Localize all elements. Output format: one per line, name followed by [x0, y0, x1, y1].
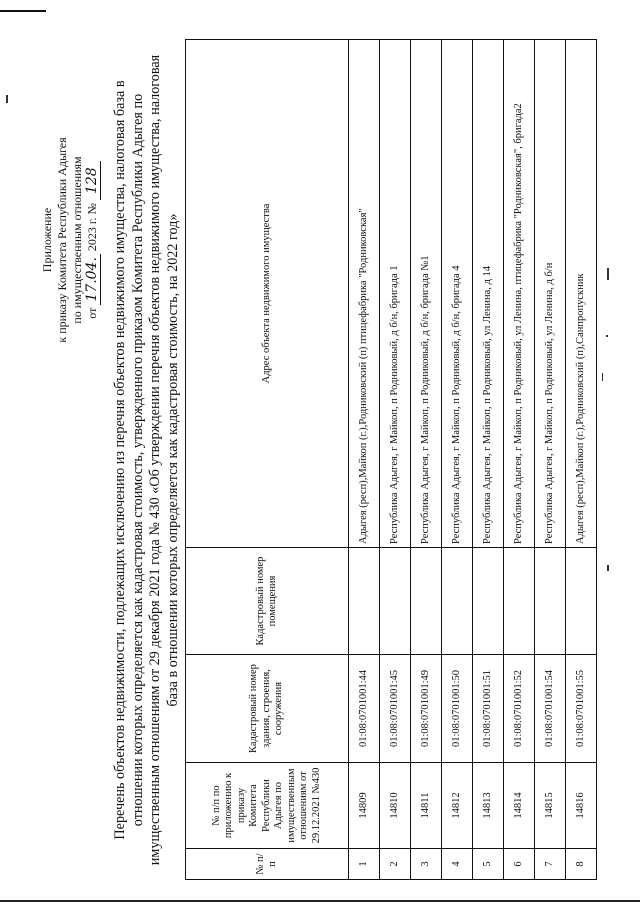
cell-room-cadastral	[380, 548, 411, 655]
appendix-date: 17.04.	[84, 254, 101, 305]
cell-row-number: 7	[535, 849, 566, 880]
appendix-date-line	[85, 70, 100, 410]
cell-building-cadastral: 01:08:0701001:49	[411, 655, 442, 763]
cell-address: Адыгея (респ),Майкоп (г.),Родниковский (п) птицефабрика "Родниковская"	[349, 40, 380, 548]
cell-room-cadastral	[411, 548, 442, 655]
table-row	[411, 40, 442, 880]
cell-appendix-ref: 14809	[349, 763, 380, 849]
cell-row-number: 3	[411, 849, 442, 880]
scan-speck	[6, 95, 8, 103]
header-appendix-ref: № п/п по приложению к приказу Комитета Республики Адыгея по имущественным отношениям от 29.12.2021 №430	[186, 763, 349, 849]
cell-building-cadastral: 01:08:0701001:51	[473, 655, 504, 763]
cell-address: Республика Адыгея, г Майкоп, п Родниковый, ул Ленина, д б/н	[535, 40, 566, 548]
cell-room-cadastral	[566, 548, 597, 655]
cell-room-cadastral	[349, 548, 380, 655]
cell-appendix-ref: 14816	[566, 763, 597, 849]
cell-appendix-ref: 14813	[473, 763, 504, 849]
cell-address: Республика Адыгея, г Майкоп, п Родниковый, д б/н, бригада 1	[380, 40, 411, 548]
cell-building-cadastral: 01:08:0701001:55	[566, 655, 597, 763]
table-row	[473, 40, 504, 880]
header-room-cadastral: Кадастровый номер помещения	[186, 548, 349, 655]
header-building-cadastral: Кадастровый номер здания, строения, сооружения	[186, 655, 349, 763]
cell-building-cadastral: 01:08:0701001:45	[380, 655, 411, 763]
cell-address: Республика Адыгея, г Майкоп, п Родниковый, ул Ленина, птицефабрика "Родниковская", бригада2	[504, 40, 535, 548]
cell-address: Республика Адыгея, г Майкоп, п Родниковый, д б/н, бригада №1	[411, 40, 442, 548]
appendix-year: 2023 г. №	[85, 203, 99, 252]
rotated-document	[40, 40, 600, 880]
appendix-line-1: к приказу Комитета Республики Адыгея	[55, 137, 69, 343]
cell-address: Республика Адыгея, г Майкоп, п Родниковый, ул Ленина, д 14	[473, 40, 504, 548]
header-address: Адрес объекта недвижимого имущества	[186, 40, 349, 548]
cell-row-number: 8	[566, 849, 597, 880]
document-title: Перечень объектов недвижимости, подлежащих исключению из перечня объектов недвижимого имущества, налоговая база в отношении которых определяется как кадастровая стоимость, утвержденного приказом Комитета Республики Адыгея по имущественным отношениям от 29 декабря 2021 года № 430 «Об утверждении перечня объектов недвижимого имущества, налоговая база в отношении которых определяется как кадастровая стоимость, на 2022 год»	[112, 54, 181, 866]
objects-table	[185, 39, 597, 880]
cell-appendix-ref: 14812	[442, 763, 473, 849]
table-row	[504, 40, 535, 880]
cell-appendix-ref: 14810	[380, 763, 411, 849]
cell-address: Республика Адыгея, г Майкоп, п Родниковый, д б/н, бригада 4	[442, 40, 473, 548]
cell-row-number: 5	[473, 849, 504, 880]
cell-appendix-ref: 14815	[535, 763, 566, 849]
cell-appendix-ref: 14814	[504, 763, 535, 849]
top-edge-line	[0, 10, 46, 12]
bottom-edge-line	[0, 900, 640, 902]
appendix-line-2: по имущественным отношениям	[70, 156, 84, 324]
appendix-from: от	[85, 307, 99, 319]
cell-address: Адыгея (респ),Майкоп (г.),Родниковский (п),Санпропускник	[566, 40, 597, 548]
appendix-header	[40, 70, 100, 410]
appendix-number: 128	[84, 161, 101, 200]
cell-building-cadastral: 01:08:0701001:54	[535, 655, 566, 763]
cell-building-cadastral: 01:08:0701001:52	[504, 655, 535, 763]
cell-row-number: 2	[380, 849, 411, 880]
cell-room-cadastral	[535, 548, 566, 655]
cell-room-cadastral	[473, 548, 504, 655]
cell-row-number: 1	[349, 849, 380, 880]
table-row	[442, 40, 473, 880]
cell-building-cadastral: 01:08:0701001:44	[349, 655, 380, 763]
scan-speck	[607, 268, 609, 280]
cell-room-cadastral	[504, 548, 535, 655]
table-row	[566, 40, 597, 880]
table-header-row	[186, 40, 349, 880]
table-row	[349, 40, 380, 880]
scan-speck	[606, 335, 608, 337]
appendix-title: Приложение	[40, 207, 54, 273]
header-row-number: № п/п	[186, 849, 349, 880]
cell-appendix-ref: 14811	[411, 763, 442, 849]
cell-row-number: 6	[504, 849, 535, 880]
cell-building-cadastral: 01:08:0701001:50	[442, 655, 473, 763]
scan-speck	[602, 373, 603, 381]
scan-speck	[607, 565, 609, 571]
cell-room-cadastral	[442, 548, 473, 655]
cell-row-number: 4	[442, 849, 473, 880]
table-row	[535, 40, 566, 880]
table-row	[380, 40, 411, 880]
